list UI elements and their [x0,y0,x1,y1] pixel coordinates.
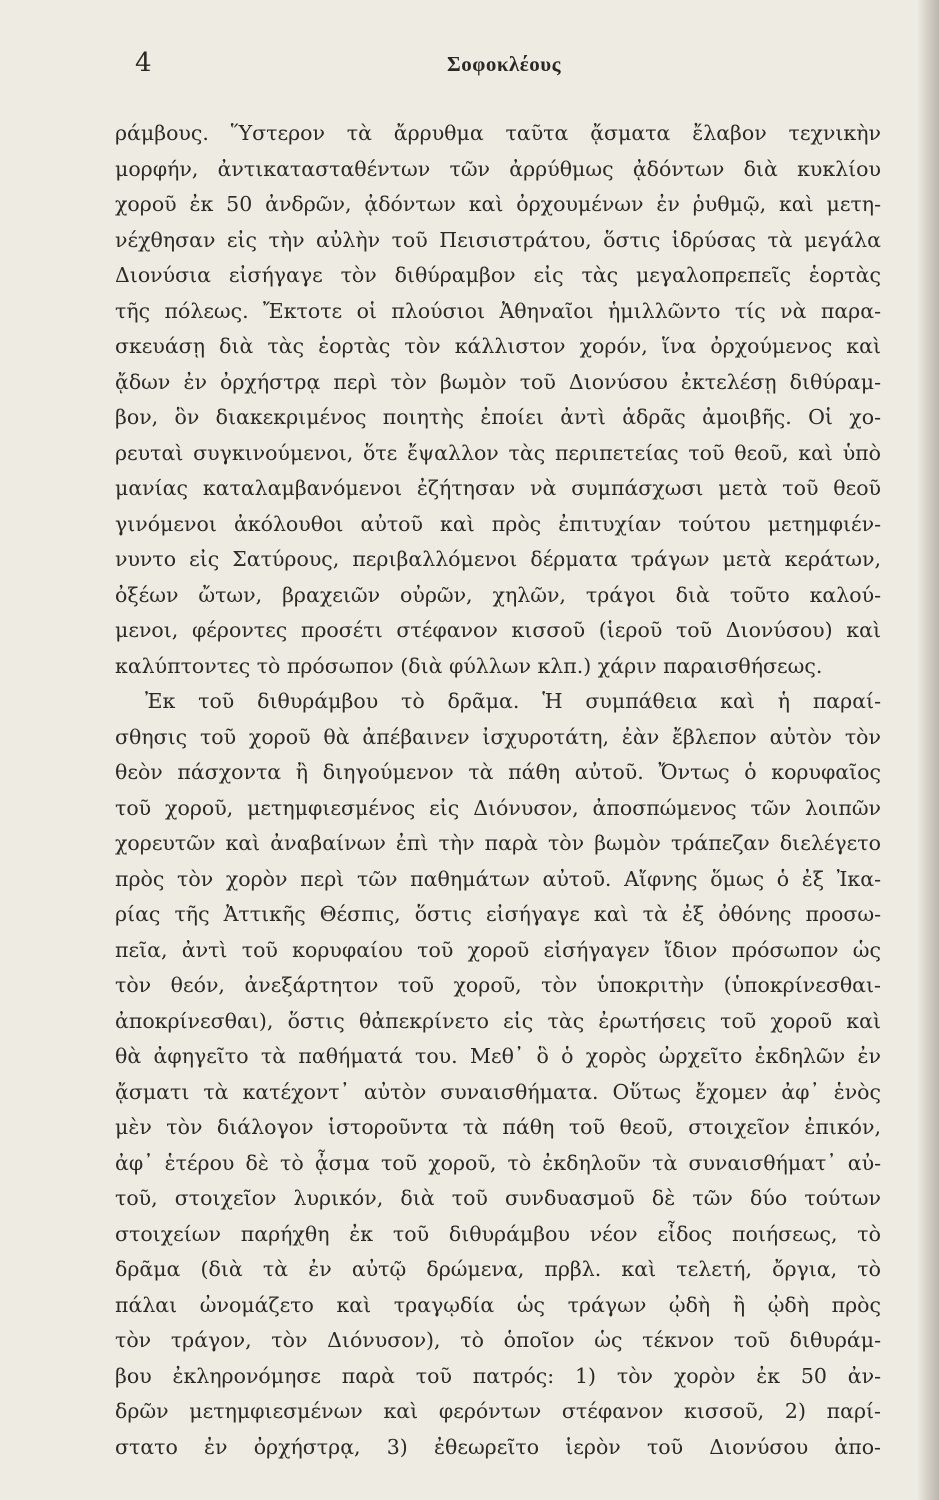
text-line: ᾄδων ἐν ὀρχήστρᾳ περὶ τὸν βωμὸν τοῦ Διονύσου ἐκτελέσῃ διθύραμ- [115,369,881,394]
text-line: ὀξέων ὤτων, βραχειῶν οὐρῶν, χηλῶν, τράγοι διὰ τοῦτο καλού- [115,582,881,607]
text-line: στοιχείων παρήχθη ἐκ τοῦ διθυράμβου νέον εἶδος ποιήσεως, τὸ [115,1221,881,1246]
text-line: μανίας καταλαμβανόμενοι ἐζήτησαν νὰ συμπάσχωσι μετὰ τοῦ θεοῦ [115,476,881,500]
text-line: σθησις τοῦ χοροῦ θὰ ἀπέβαινεν ἰσχυροτάτη, ἐὰν ἔβλεπον αὐτὸν τὸν [115,724,881,749]
text-line: μενοι, φέροντες προσέτι στέφανον κισσοῦ (ἱεροῦ τοῦ Διονύσου) καὶ [115,618,881,642]
text-line: ἀποκρίνεσθαι), ὅστις θἀπεκρίνετο εἰς τὰς ἐρωτήσεις τοῦ χοροῦ καὶ [115,1008,881,1033]
page-header [135,48,875,88]
page-edge-shadow [917,0,939,1500]
text-line: τοῦ χοροῦ, μετημφιεσμένος εἰς Διόνυσον, ἀποσπώμενος τῶν λοιπῶν [115,795,881,820]
text-line: χορευτῶν καὶ ἀναβαίνων ἐπὶ τὴν παρὰ τὸν βωμὸν τράπεζαν διελέγετο [115,831,881,855]
text-line: ρίας τῆς Ἀττικῆς Θέσπις, ὅστις εἰσήγαγε καὶ τὰ ἐξ ὀθόνης προσω- [115,902,881,926]
text-line: πρὸς τὸν χορὸν περὶ τῶν παθημάτων αὐτοῦ. Αἴφνης ὅμως ὁ ἐξ Ἰκα- [115,866,881,891]
section-heading-line: Ἐκ τοῦ διθυράμβου τὸ δρᾶμα. Ἡ συμπάθεια καὶ ἡ παραί- [145,689,881,713]
text-line: μορφήν, ἀντικατασταθέντων τῶν ἀρρύθμως ᾀδόντων διὰ κυκλίου [115,156,881,181]
text-line: τῆς πόλεως. Ἔκτοτε οἱ πλούσιοι Ἀθηναῖοι ἡμιλλῶντο τίς νὰ παρα- [115,298,881,323]
running-title: Σοφοκλέους [447,52,562,76]
text-line: τοῦ, στοιχεῖον λυρικόν, διὰ τοῦ συνδυασμοῦ δὲ τῶν δύο τούτων [115,1186,881,1210]
text-line: στατο ἐν ὀρχήστρᾳ, 3) ἐθεωρεῖτο ἱερὸν τοῦ Διονύσου ἀπο- [115,1434,881,1459]
page-number: 4 [135,48,152,78]
text-line: ἀφ᾽ ἑτέρου δὲ τὸ ᾆσμα τοῦ χοροῦ, τὸ ἐκδηλοῦν τὰ συναισθήματ᾽ αὐ- [115,1150,881,1175]
text-line: πάλαι ὠνομάζετο καὶ τραγῳδία ὡς τράγων ᾠδὴ ἢ ᾠδὴ πρὸς [115,1292,881,1317]
text-line: νέχθησαν εἰς τὴν αὐλὴν τοῦ Πεισιστράτου, ὅστις ἱδρύσας τὰ μεγάλα [115,227,881,252]
text-line: γινόμενοι ἀκόλουθοι αὐτοῦ καὶ πρὸς ἐπιτυχίαν τούτου μετημφιέν- [115,511,881,536]
text-line: δρῶν μετημφιεσμένων καὶ φερόντων στέφανον κισσοῦ, 2) παρί- [115,1399,881,1423]
body-text [115,116,881,1465]
text-line: βον, ὃν διακεκριμένος ποιητὴς ἐποίει ἀντὶ ἁδρᾶς ἀμοιβῆς. Οἱ χο- [115,405,881,429]
text-line: πεῖα, ἀντὶ τοῦ κορυφαίου τοῦ χοροῦ εἰσήγαγεν ἴδιον πρόσωπον ὡς [115,937,881,962]
text-line: νυντο εἰς Σατύρους, περιβαλλόμενοι δέρματα τράγων μετὰ κεράτων, [115,547,881,571]
text-line: ρευταὶ συγκινούμενοι, ὅτε ἔψαλλον τὰς περιπετείας τοῦ θεοῦ, καὶ ὑπὸ [115,440,881,465]
text-line: θεὸν πάσχοντα ἢ διηγούμενον τὰ πάθη αὐτοῦ. Ὄντως ὁ κορυφαῖος [115,760,881,784]
text-line: ράμβους. Ὕστερον τὰ ἄρρυθμα ταῦτα ᾄσματα ἔλαβον τεχνικὴν [115,121,881,145]
text-line: βου ἐκληρονόμησε παρὰ τοῦ πατρός: 1) τὸν χορὸν ἐκ 50 ἀν- [115,1363,881,1388]
text-line: χοροῦ ἐκ 50 ἀνδρῶν, ᾀδόντων καὶ ὀρχουμένων ἐν ῥυθμῷ, καὶ μετη- [115,192,881,216]
text-line: θὰ ἀφηγεῖτο τὰ παθήματά του. Μεθ᾽ ὃ ὁ χορὸς ὠρχεῖτο ἐκδηλῶν ἐν [115,1044,881,1068]
text-line: μὲν τὸν διάλογον ἱστοροῦντα τὰ πάθη τοῦ θεοῦ, στοιχεῖον ἐπικόν, [115,1115,881,1139]
text-line: σκευάσῃ διὰ τὰς ἑορτὰς τὸν κάλλιστον χορόν, ἵνα ὀρχούμενος καὶ [115,334,881,358]
text-line: ᾄσματι τὰ κατέχοντ᾽ αὐτὸν συναισθήματα. Οὕτως ἔχομεν ἀφ᾽ ἑνὸς [115,1079,881,1104]
text-line: Διονύσια εἰσήγαγε τὸν διθύραμβον εἰς τὰς μεγαλοπρεπεῖς ἑορτὰς [115,263,881,287]
text-line: δρᾶμα (διὰ τὰ ἐν αὐτῷ δρώμενα, πρβλ. καὶ τελετή, ὄργια, τὸ [115,1257,881,1281]
text-line: τὸν τράγον, τὸν Διόνυσον), τὸ ὁποῖον ὡς τέκνον τοῦ διθυράμ- [115,1328,881,1352]
text-line: τὸν θεόν, ἀνεξάρτητον τοῦ χοροῦ, τὸν ὑποκριτὴν (ὑποκρίνεσθαι- [115,973,881,997]
text-line: καλύπτοντες τὸ πρόσωπον (διὰ φύλλων κλπ.) χάριν παραισθήσεως. [115,653,823,678]
